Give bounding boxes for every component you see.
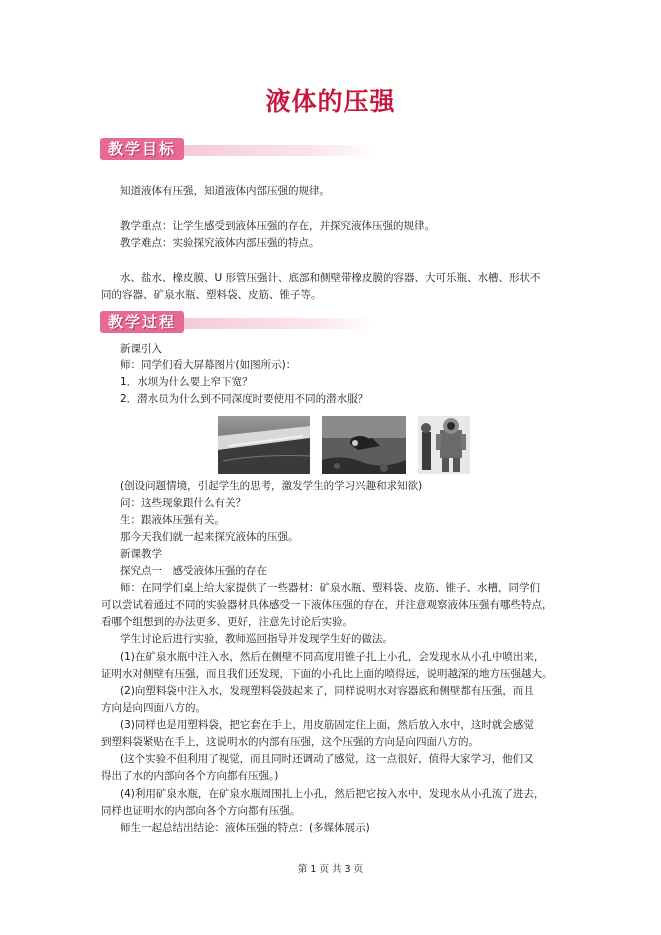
dam-photo xyxy=(218,416,310,474)
paragraph-line: 生：跟液体压强有关。 xyxy=(120,514,225,526)
page-footer: 第 1 页 共 3 页 xyxy=(297,864,364,875)
paragraph-line: 那今天我们就一起来探究液体的压强。 xyxy=(120,531,299,543)
paragraph-line: 学生讨论后进行实验，教师巡回指导并发现学生好的做法。 xyxy=(120,633,393,645)
paragraph-line: 1．水坝为什么要上窄下宽？ xyxy=(120,376,253,388)
paragraph-line: 问：这些现象跟什么有关？ xyxy=(120,497,246,509)
paragraph-line: 证明水对侧壁有压强，而且我们还发现，下面的小孔比上面的喷得远，说明越深的地方压强越大。 xyxy=(101,668,553,680)
paragraph-line: 师：在同学们桌上给大家提供了一些器材：矿泉水瓶、塑料袋、皮筋、锥子、水槽，同学们 xyxy=(120,582,540,594)
paragraph-line: (1)在矿泉水瓶中注入水，然后在侧壁不同高度用锥子扎上小孔，会发现水从小孔中喷出来， xyxy=(120,651,545,663)
paragraph-line: 同样也证明水的内部向各个方向都有压强。 xyxy=(101,805,301,817)
paragraph-line: (这个实验不但利用了视觉，而且同时还调动了感觉，这一点很好，值得大家学习，他们又 xyxy=(120,753,534,765)
paragraph-line: 2．潜水员为什么到不同深度时要使用不同的潜水服？ xyxy=(120,393,369,405)
diving-suit-photo xyxy=(418,416,470,474)
key-point-line: 教学重点：让学生感受到液体压强的存在，并探究液体压强的规律。 xyxy=(120,220,435,232)
section-label: 教学过程 xyxy=(100,311,184,333)
paragraph-line: 新课引入 xyxy=(120,343,162,355)
materials-line: 水、盐水、橡皮膜、U 形管压强计、底部和侧壁带橡皮膜的容器、大可乐瓶、水槽、形状不 xyxy=(120,272,541,284)
goal-line: 知道液体有压强，知道液体内部压强的规律。 xyxy=(120,185,330,197)
paragraph-line: 新课教学 xyxy=(120,548,162,560)
paragraph-line: 师：同学们看大屏幕图片(如图所示)： xyxy=(120,359,297,371)
section-label: 教学目标 xyxy=(100,138,184,160)
difficulty-line: 教学难点：实验探究液体内部压强的特点。 xyxy=(120,237,320,249)
paragraph-line: (3)同样也是用塑料袋，把它套在手上，用皮筋固定住上面，然后放入水中，这时就会感觉 xyxy=(120,719,534,731)
paragraph-line: (创设问题情境，引起学生的思考，激发学生的学习兴趣和求知欲) xyxy=(120,480,423,492)
section-header-goals xyxy=(100,138,376,162)
page-title: 液体的压强 xyxy=(265,87,396,116)
paragraph-line: 看哪个组想到的办法更多、更好，注意先讨论后实验。 xyxy=(101,616,353,628)
paragraph-line: 师生一起总结出结论：液体压强的特点：(多媒体展示) xyxy=(120,822,370,834)
materials-line: 同的容器、矿泉水瓶、塑料袋、皮筋、锥子等。 xyxy=(101,289,322,301)
paragraph-line: (2)向塑料袋中注入水，发现塑料袋鼓起来了，同样说明水对容器底和侧壁都有压强，而且 xyxy=(120,685,534,697)
paragraph-line: 方向是向四面八方的。 xyxy=(101,702,206,714)
paragraph-line: (4)利用矿泉水瓶，在矿泉水瓶周围扎上小孔，然后把它按入水中，发现水从小孔流了进去， xyxy=(120,788,545,800)
paragraph-line: 到塑料袋紧贴在手上，这说明水的内部有压强，这个压强的方向是向四面八方的。 xyxy=(101,736,479,748)
paragraph-line: 探究点一 感受液体压强的存在 xyxy=(120,565,267,577)
paragraph-line: 得出了水的内部向各个方向都有压强。) xyxy=(101,770,279,782)
section-header-process xyxy=(100,311,376,335)
paragraph-line: 可以尝试着通过不同的实验器材具体感受一下液体压强的存在，并注意观察液体压强有哪些特点， xyxy=(101,599,553,611)
diver-photo xyxy=(322,416,406,474)
